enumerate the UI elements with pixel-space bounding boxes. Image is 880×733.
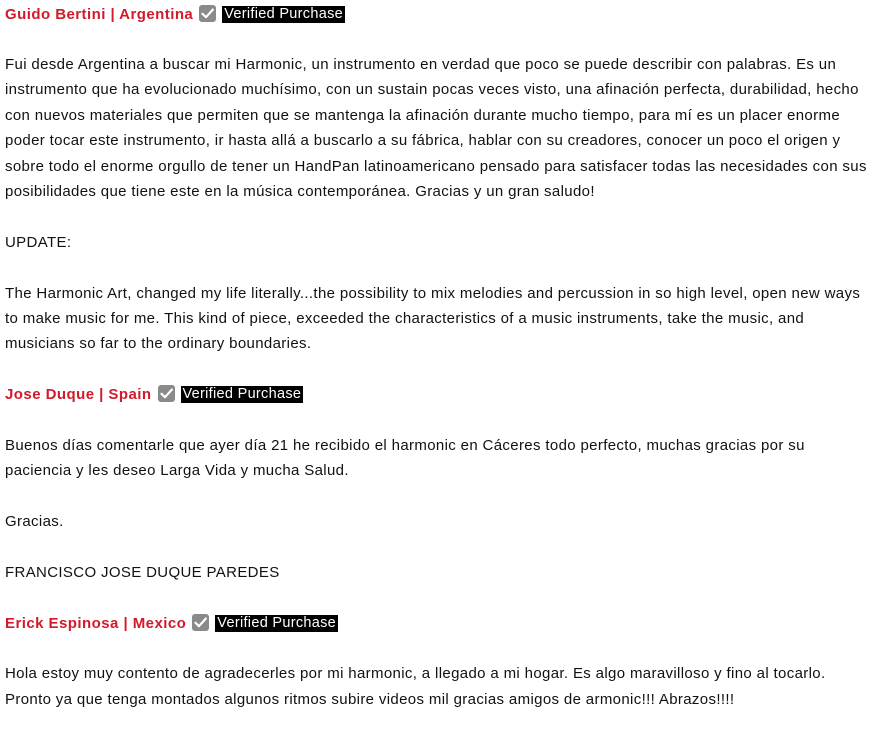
- review-header: [5, 382, 875, 408]
- review: [5, 610, 875, 712]
- review: [5, 1, 875, 357]
- review-paragraph: FRANCISCO JOSE DUQUE PAREDES: [5, 563, 280, 581]
- checkbox-checked-icon: [199, 5, 216, 22]
- review-author: Erick Espinosa | Mexico: [5, 614, 187, 632]
- verified-purchase-badge: Verified Purchase: [217, 614, 337, 631]
- checkbox-checked-icon: [192, 614, 209, 631]
- review: [5, 382, 875, 585]
- reviews-list: [5, 0, 875, 712]
- review-header: [5, 1, 875, 27]
- review-paragraph: The Harmonic Art, changed my life literally...the possibility to mix melodies and percussion in so high level, open new ways to make music for me. This kind of piece, exceeded the characteristics of a music instruments, take the music, and musicians so far to the ordinary boundaries.: [5, 284, 861, 353]
- checkbox-checked-icon: [158, 385, 175, 402]
- review-author: Jose Duque | Spain: [5, 386, 152, 404]
- review-header: [5, 610, 875, 636]
- review-paragraph: Fui desde Argentina a buscar mi Harmonic, un instrumento en verdad que poco se puede describir con palabras. Es un instrumento que ha evolucionado muchísimo, con un sustain pocas veces visto, una afinación perfecta, durabilidad, hecho con nuevos materiales que permiten que se mantenga la afinación durante mucho tiempo, para mí es un placer enorme poder tocar este instrumento, ir hasta allá a buscarlo a su fábrica, hablar con su creadores, conocer un poco el origen y sobre todo el enorme orgullo de tener un HandPan latinoamericano pensado para satisfacer todas las necesidades con sus posibilidades que tiene este en la música contemporánea. Gracias y un gran saludo!: [5, 56, 867, 201]
- verified-purchase-badge: Verified Purchase: [224, 5, 343, 22]
- review-paragraph: Hola estoy muy contento de agradecerles por mi harmonic, a llegado a mi hogar. Es algo maravilloso y fino al tocarlo. Pronto ya que tenga montados algunos ritmos subire videos mil gracias amigos de armonic!!! Abrazos!!!!: [5, 665, 826, 708]
- review-paragraph: Buenos días comentarle que ayer día 21 he recibido el harmonic en Cáceres todo perfecto, muchas gracias por su paciencia y les deseo Larga Vida y mucha Salud.: [5, 436, 805, 480]
- review-paragraph: Gracias.: [5, 513, 64, 531]
- review-paragraph: UPDATE:: [5, 233, 72, 251]
- review-author: Guido Bertini | Argentina: [5, 5, 194, 23]
- verified-purchase-badge: Verified Purchase: [182, 386, 302, 403]
